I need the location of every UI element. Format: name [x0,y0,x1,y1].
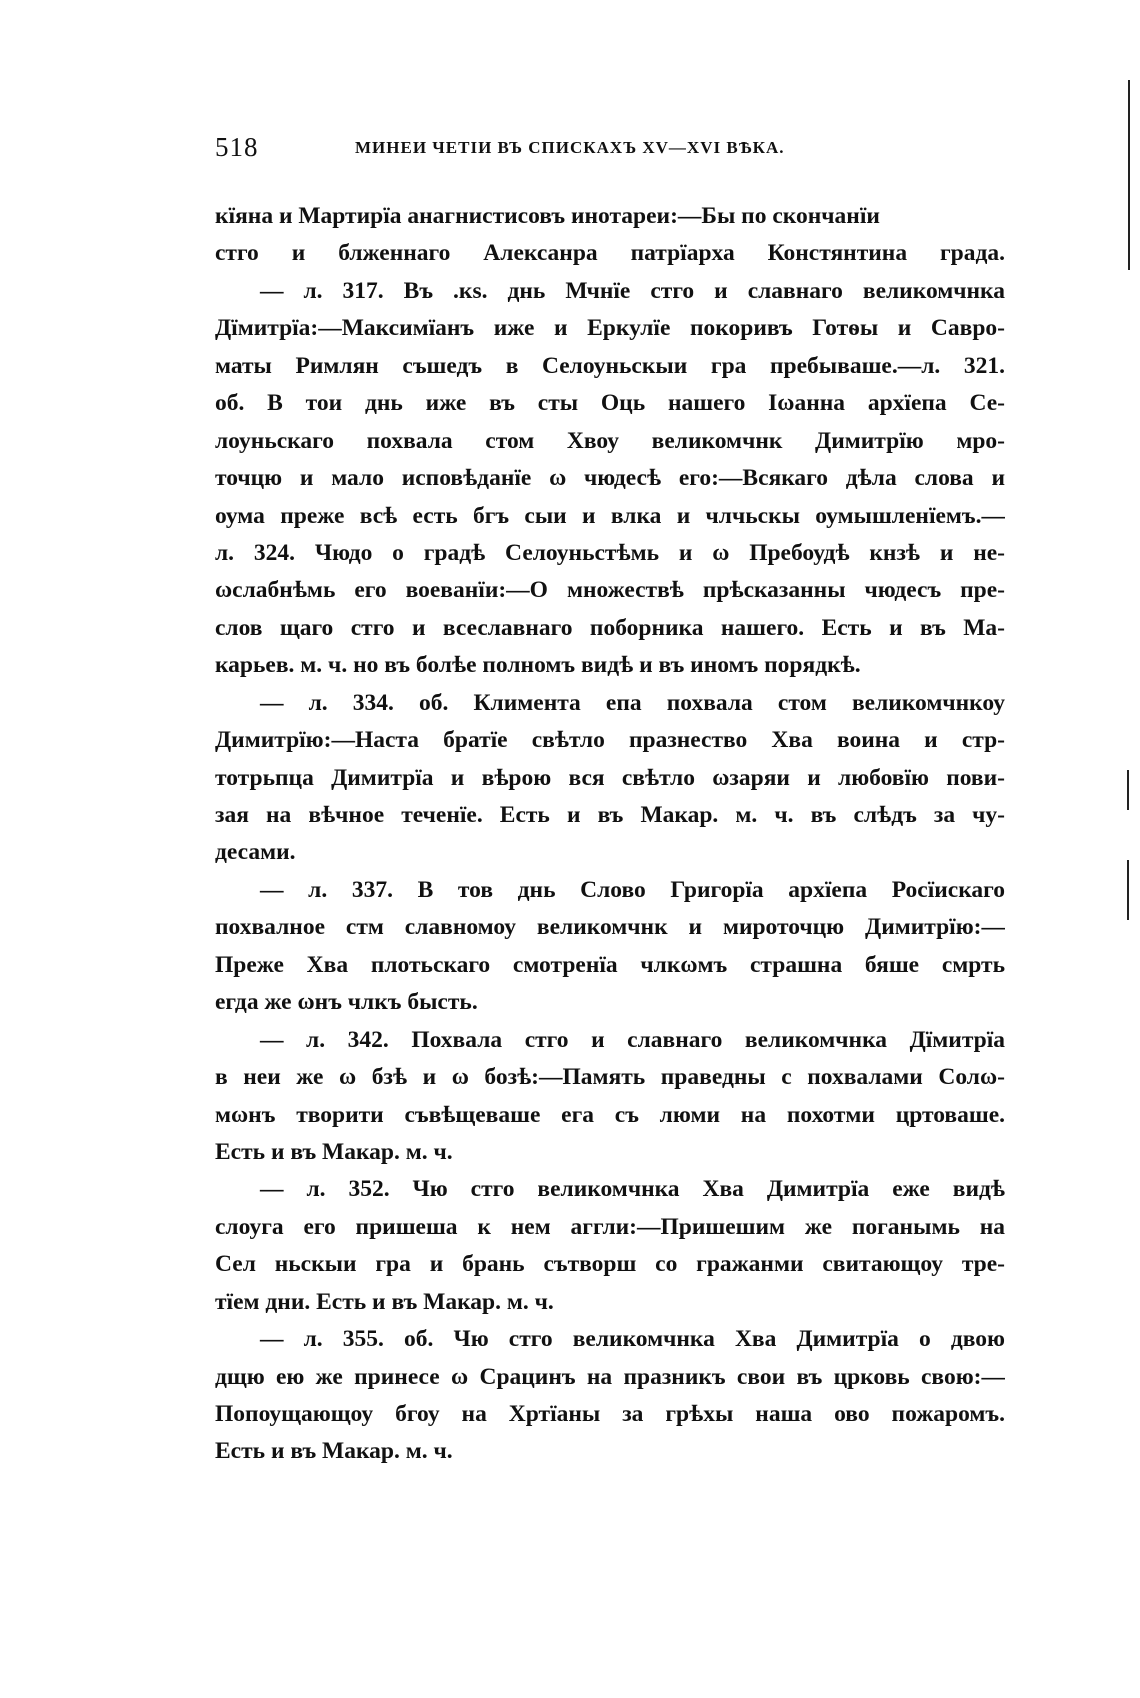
text-line: — л. 352. Чю стго великомчнка Хва Димитрїа еже видѣ [260,1176,1005,1203]
text-line: оума преже всѣ есть бгъ сыи и влка и члчьскы оумышленїемъ.— [215,502,1005,529]
text-line: егда же ωнъ члкъ бысть. [215,989,478,1016]
text-line: мωнъ творити съвѣщеваше ега съ люми на похотми цртоваше. [215,1101,1005,1128]
page-header [215,132,1005,172]
text-line: в неи же ω бзѣ и ω бозѣ:—Память праведны с похвалами Солω- [215,1064,1005,1091]
text-line: тотрьпца Димитрїа и вѣрою вся свѣтло ωзаряи и любовїю пови- [215,764,1005,791]
text-line: стго и блженнаго Алексанра патрїарха Констянтина града. [215,240,1005,267]
text-line: маты Римлян съшедъ в Селоуньскыи гра пребываше.—л. 321. [215,352,1005,379]
text-line: Есть и въ Макар. м. ч. [215,1138,453,1165]
text-line: — л. 337. В тов днь Слово Григорїа архїепа Росїискаго [260,876,1005,903]
text-line: — л. 355. об. Чю стго великомчнка Хва Димитрїа о двою [260,1326,1005,1353]
text-line: карьев. м. ч. но въ болѣе полномъ видѣ и въ иномъ порядкѣ. [215,652,861,679]
text-line: — л. 317. Въ .кѕ. днь Мчнїе стго и славнаго великомчнка [260,277,1005,304]
text-line: Дїмитрїа:—Максимїанъ иже и Еркулїе покоривъ Готѳы и Савро- [215,315,1005,342]
text-line: Есть и въ Макар. м. ч. [215,1438,453,1465]
text-line: зая на вѣчное теченїе. Есть и въ Макар. м. ч. въ слѣдъ за чу- [215,802,1005,828]
scan-edge-mark [1127,770,1129,810]
text-line: лоуньскаго похвала стом Хвоу великомчнк Димитрїю мро- [215,427,1005,454]
text-line: Попоущающоу бгоу на Хртїаны за грѣхы наша ово пожаромъ. [215,1401,1005,1427]
text-line: похвалное стм славномоу великомчнк и мироточцю Димитрїю:— [215,914,1005,941]
text-line: — л. 342. Похвала стго и славнаго великомчнка Дїмитрїа [260,1026,1005,1053]
scan-edge-mark [1127,860,1129,920]
text-line: Преже Хва плотьскаго смотренїа члкωмъ страшна бяше смрть [215,951,1005,978]
text-line: тїем дни. Есть и въ Макар. м. ч. [215,1288,554,1315]
text-line: слов щаго стго и всеславнаго поборника нашего. Есть и въ Ма- [215,614,1005,641]
text-line: точцю и мало исповѣданїе ω чюдесѣ его:—Всякаго дѣла слова и [215,465,1005,492]
text-line: Сел ньскыи гра и брань сътворш со гражанми свитающоу тре- [215,1251,1005,1278]
text-line: десами. [215,839,296,866]
running-title: МИНЕИ ЧЕТІИ ВЪ СПИСКАХЪ XV—XVI ВѢКА. [355,138,785,157]
scan-edge-mark [1128,80,1130,270]
text-line: кїяна и Мартирїа анагнистисовъ инотареи:—Бы по скончанїи [215,203,880,229]
text-line: л. 324. Чюдо о градѣ Селоуньстѣмь и ω Пребоудѣ кнзѣ и не- [215,539,1005,566]
page-number: 518 [215,132,259,162]
text-line: об. В тои днь иже въ сты Оць нашего Іωанна архїепа Се- [215,390,1005,417]
text-line: слоуга его пришеша к нем аггли:—Пришешим же поганымь на [215,1213,1005,1240]
text-line: Димитрїю:—Наста братїе свѣтло празнество Хва воина и стр- [215,727,1005,754]
body-text [215,198,1005,1471]
text-line: — л. 334. об. Климента епа похвала стом великомчнкоу [260,689,1005,716]
text-line: ωслабнѣмь его воеванїи:—О множествѣ прѣсказанны чюдесъ пре- [215,577,1005,604]
text-line: дщю ею же принесе ω Срацинъ на празникъ свои въ црковь свою:— [215,1363,1005,1390]
